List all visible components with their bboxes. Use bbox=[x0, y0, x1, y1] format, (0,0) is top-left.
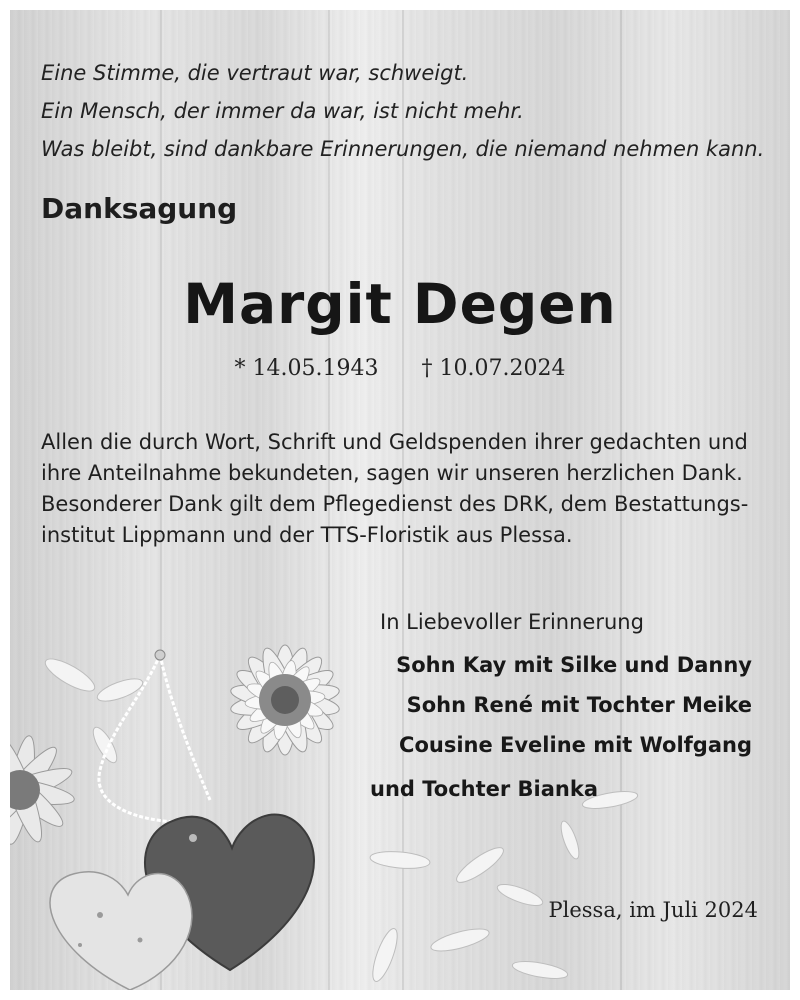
family-member: und Tochter Bianka bbox=[370, 777, 599, 801]
thanks-line: Allen die durch Wort, Schrift und Geldspenden ihrer gedachten und bbox=[41, 430, 748, 454]
poem bbox=[41, 54, 764, 168]
family-member: Sohn Kay mit Silke und Danny bbox=[396, 653, 752, 677]
thanks-text bbox=[41, 427, 748, 551]
poem-line: Was bleibt, sind dankbare Erinnerungen, die niemand nehmen kann. bbox=[41, 137, 765, 161]
poem-line: Eine Stimme, die vertraut war, schweigt. bbox=[41, 61, 469, 85]
thanks-line: ihre Anteilnahme bekundeten, sagen wir unseren herzlichen Dank. bbox=[41, 461, 743, 485]
place-date: Plessa, im Juli 2024 bbox=[548, 898, 758, 922]
poem-line: Ein Mensch, der immer da war, ist nicht mehr. bbox=[41, 99, 524, 123]
family-member: Sohn René mit Tochter Meike bbox=[406, 693, 752, 717]
obituary-card bbox=[10, 10, 790, 990]
deceased-name: Margit Degen bbox=[183, 272, 617, 336]
memorial-line: In Liebevoller Erinnerung bbox=[380, 610, 644, 634]
birth-date: * 14.05.1943 bbox=[234, 356, 379, 381]
family-member: Cousine Eveline mit Wolfgang bbox=[399, 733, 752, 757]
thanks-line: institut Lippmann und der TTS-Floristik aus Plessa. bbox=[41, 523, 573, 547]
death-date: † 10.07.2024 bbox=[421, 356, 566, 381]
thanks-line: Besonderer Dank gilt dem Pflegedienst des DRK, dem Bestattungs- bbox=[41, 492, 749, 516]
heading: Danksagung bbox=[41, 192, 238, 225]
life-dates bbox=[10, 356, 790, 381]
gerbera-flower-icon bbox=[229, 644, 341, 756]
